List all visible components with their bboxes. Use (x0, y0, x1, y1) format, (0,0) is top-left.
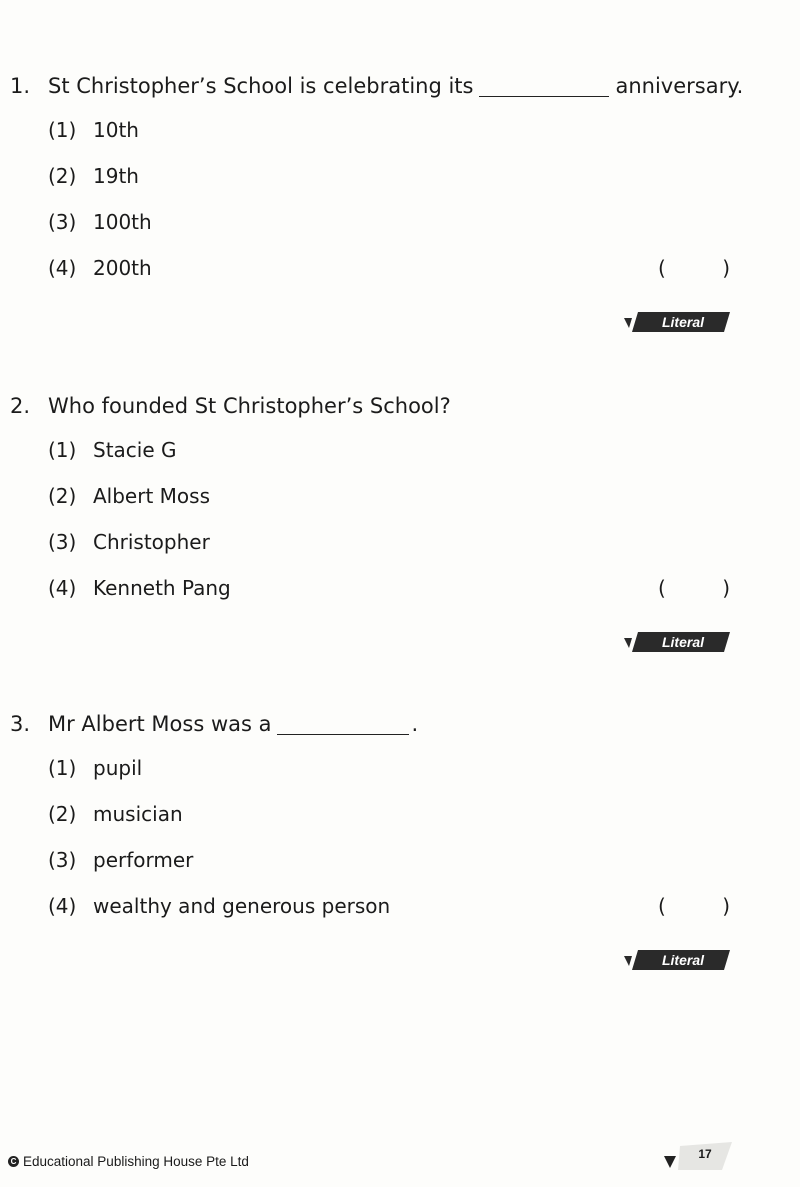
option-2[interactable] (48, 480, 210, 512)
option-1[interactable] (48, 114, 139, 146)
option-4[interactable] (48, 890, 390, 922)
bracket-open: ( (658, 894, 666, 918)
tag-label: Literal (661, 634, 704, 650)
question-text-after: anniversary. (615, 74, 744, 98)
option-3[interactable] (48, 844, 193, 876)
option-1[interactable] (48, 752, 142, 784)
tag-label: Literal (661, 314, 704, 330)
option-2[interactable] (48, 798, 183, 830)
option-3[interactable] (48, 206, 152, 238)
bracket-close: ) (722, 256, 730, 280)
option-number: (1) (48, 438, 77, 462)
option-text: Stacie G (93, 438, 177, 462)
option-number: (1) (48, 756, 77, 780)
question-text-before: Mr Albert Moss was a (48, 712, 272, 736)
option-text: wealthy and generous person (93, 894, 391, 918)
question-text-after: . (411, 712, 419, 736)
answer-blank (479, 76, 609, 97)
option-number: (3) (48, 530, 77, 554)
answer-bracket[interactable] (658, 572, 730, 604)
option-number: (3) (48, 210, 77, 234)
option-text: Christopher (93, 530, 210, 554)
option-text: pupil (93, 756, 143, 780)
question-type-tag (624, 632, 730, 652)
option-text: musician (93, 802, 183, 826)
option-number: (2) (48, 802, 77, 826)
page-number-badge (662, 1140, 734, 1174)
option-text: 200th (93, 256, 152, 280)
question-type-tag (624, 312, 730, 332)
publisher-name: Educational Publishing House Pte Ltd (23, 1153, 249, 1169)
question-stem (10, 68, 743, 104)
footer-copyright (8, 1150, 249, 1172)
option-number: (2) (48, 164, 77, 188)
bracket-open: ( (658, 256, 666, 280)
question-number: 3. (10, 712, 31, 736)
option-4[interactable] (48, 572, 231, 604)
option-text: Albert Moss (93, 484, 210, 508)
option-number: (1) (48, 118, 77, 142)
answer-bracket[interactable] (658, 890, 730, 922)
question-text: Who founded St Christopher’s School? (48, 394, 451, 418)
option-4[interactable] (48, 252, 152, 284)
question-text-before: St Christopher’s School is celebrating its (48, 74, 474, 98)
option-text: 19th (93, 164, 139, 188)
answer-bracket[interactable] (658, 252, 730, 284)
question-stem (10, 388, 451, 424)
option-1[interactable] (48, 434, 177, 466)
option-number: (3) (48, 848, 77, 872)
option-number: (2) (48, 484, 77, 508)
option-text: Kenneth Pang (93, 576, 231, 600)
copyright-icon: C (8, 1156, 19, 1167)
tag-label: Literal (661, 952, 704, 968)
option-2[interactable] (48, 160, 139, 192)
option-text: 100th (93, 210, 152, 234)
option-number: (4) (48, 894, 77, 918)
question-stem (10, 706, 418, 742)
page-number: 17 (698, 1147, 712, 1161)
option-text: performer (93, 848, 194, 872)
question-number: 2. (10, 394, 31, 418)
answer-blank (277, 714, 409, 735)
option-number: (4) (48, 256, 77, 280)
question-type-tag (624, 950, 730, 970)
bracket-close: ) (722, 576, 730, 600)
option-3[interactable] (48, 526, 210, 558)
option-text: 10th (93, 118, 139, 142)
bracket-open: ( (658, 576, 666, 600)
bracket-close: ) (722, 894, 730, 918)
question-number: 1. (10, 74, 31, 98)
option-number: (4) (48, 576, 77, 600)
